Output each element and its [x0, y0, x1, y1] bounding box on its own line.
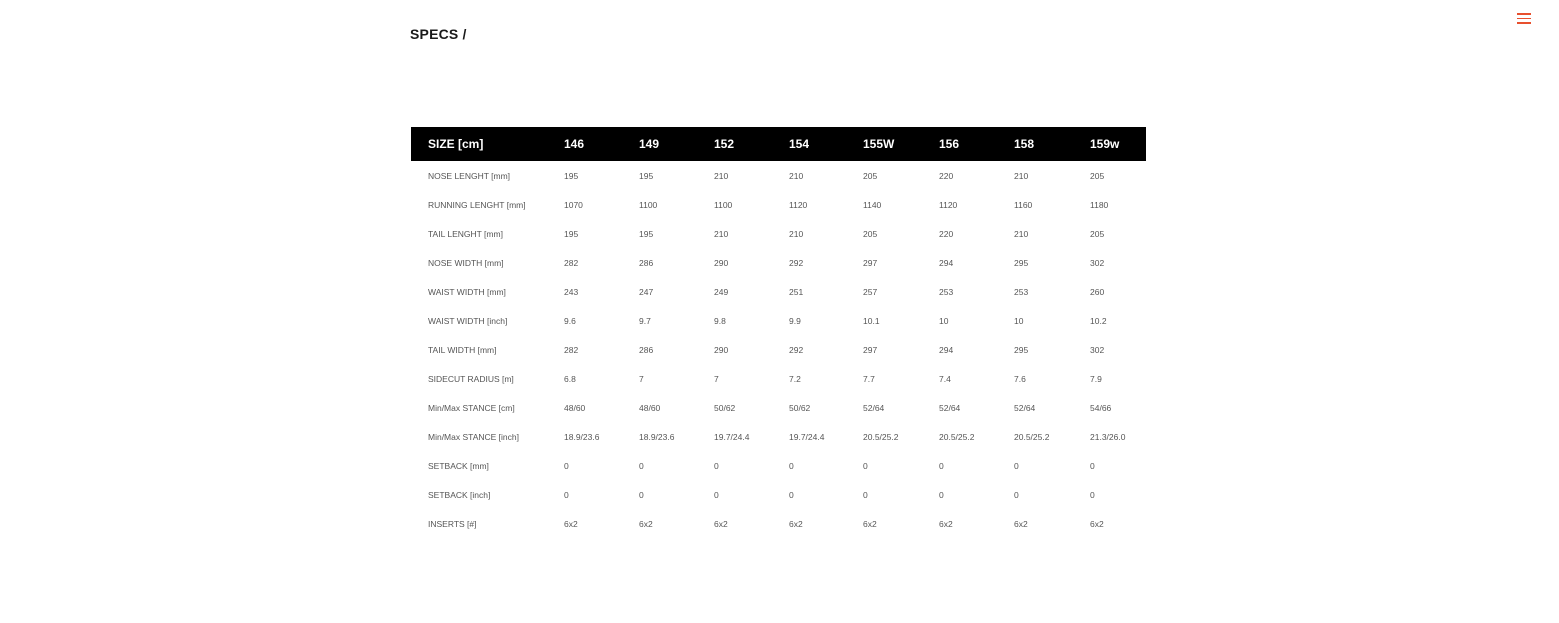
table-row [411, 364, 1146, 393]
table-cell: 220 [939, 228, 954, 239]
table-cell: 7.6 [1014, 373, 1026, 384]
table-cell: 243 [564, 286, 579, 297]
row-label: WAIST WIDTH [inch] [428, 315, 508, 326]
table-cell: 48/60 [564, 402, 586, 413]
table-cell: 0 [939, 460, 944, 471]
table-cell: 210 [1014, 170, 1029, 181]
table-cell: 0 [564, 489, 569, 500]
header-size-column: 152 [714, 137, 735, 151]
menu-icon-bar [1517, 13, 1531, 15]
table-cell: 50/62 [714, 402, 736, 413]
header-size-column: 158 [1014, 137, 1035, 151]
table-cell: 297 [863, 344, 878, 355]
table-cell: 7.7 [863, 373, 875, 384]
row-label: INSERTS [#] [428, 518, 477, 529]
table-cell: 282 [564, 344, 579, 355]
table-cell: 0 [939, 489, 944, 500]
table-cell: 253 [1014, 286, 1029, 297]
table-cell: 1180 [1090, 199, 1109, 210]
table-cell: 205 [863, 228, 878, 239]
table-cell: 6x2 [789, 518, 803, 529]
table-cell: 6x2 [1014, 518, 1028, 529]
table-cell: 0 [789, 460, 794, 471]
table-cell: 1100 [639, 199, 658, 210]
table-cell: 21.3/26.0 [1090, 431, 1126, 442]
table-row [411, 277, 1146, 306]
table-cell: 6x2 [863, 518, 877, 529]
table-cell: 1120 [789, 199, 808, 210]
row-label: RUNNING LENGHT [mm] [428, 199, 526, 210]
row-label: SETBACK [mm] [428, 460, 489, 471]
specs-table [411, 127, 1146, 538]
table-row [411, 509, 1146, 538]
table-cell: 294 [939, 257, 954, 268]
table-cell: 297 [863, 257, 878, 268]
table-cell: 19.7/24.4 [714, 431, 750, 442]
menu-icon-bar [1517, 22, 1531, 24]
table-cell: 220 [939, 170, 954, 181]
row-label: SETBACK [inch] [428, 489, 491, 500]
table-cell: 7 [639, 373, 644, 384]
table-cell: 0 [639, 460, 644, 471]
page-title: SPECS / [410, 26, 467, 42]
table-cell: 249 [714, 286, 729, 297]
table-cell: 210 [789, 228, 804, 239]
table-cell: 210 [789, 170, 804, 181]
table-cell: 290 [714, 257, 729, 268]
row-label: NOSE LENGHT [mm] [428, 170, 511, 181]
header-size-column: 159w [1090, 137, 1120, 151]
table-cell: 7 [714, 373, 719, 384]
table-cell: 0 [1090, 489, 1095, 500]
table-cell: 6x2 [939, 518, 953, 529]
row-label: Min/Max STANCE [cm] [428, 402, 515, 413]
row-label: TAIL WIDTH [mm] [428, 344, 497, 355]
row-label: Min/Max STANCE [inch] [428, 431, 520, 442]
table-cell: 253 [939, 286, 954, 297]
header-size-label: SIZE [cm] [428, 137, 484, 151]
table-cell: 10 [1014, 315, 1024, 326]
table-cell: 205 [1090, 170, 1105, 181]
table-cell: 210 [714, 170, 729, 181]
table-cell: 6x2 [639, 518, 653, 529]
table-row [411, 219, 1146, 248]
table-cell: 290 [714, 344, 729, 355]
table-cell: 1120 [939, 199, 958, 210]
table-cell: 195 [639, 170, 654, 181]
table-cell: 0 [1014, 489, 1019, 500]
table-cell: 195 [564, 228, 579, 239]
table-cell: 10.2 [1090, 315, 1107, 326]
hamburger-menu-button[interactable] [1517, 12, 1532, 25]
table-cell: 0 [1014, 460, 1019, 471]
row-label: NOSE WIDTH [mm] [428, 257, 504, 268]
table-cell: 257 [863, 286, 878, 297]
table-cell: 52/64 [863, 402, 885, 413]
header-size-column: 155W [863, 137, 895, 151]
table-cell: 1140 [863, 199, 882, 210]
table-cell: 210 [1014, 228, 1029, 239]
header-size-column: 149 [639, 137, 660, 151]
table-cell: 302 [1090, 257, 1105, 268]
table-body [411, 161, 1146, 538]
table-row [411, 451, 1146, 480]
table-row [411, 480, 1146, 509]
table-cell: 286 [639, 344, 654, 355]
table-cell: 6x2 [1090, 518, 1104, 529]
table-cell: 292 [789, 257, 804, 268]
table-cell: 295 [1014, 344, 1029, 355]
header-size-column: 156 [939, 137, 960, 151]
table-cell: 205 [1090, 228, 1105, 239]
table-cell: 0 [789, 489, 794, 500]
table-row [411, 306, 1146, 335]
table-cell: 48/60 [639, 402, 661, 413]
table-cell: 9.9 [789, 315, 801, 326]
table-cell: 52/64 [1014, 402, 1036, 413]
table-cell: 302 [1090, 344, 1105, 355]
table-row [411, 393, 1146, 422]
row-label: WAIST WIDTH [mm] [428, 286, 506, 297]
header-size-column: 154 [789, 137, 810, 151]
table-cell: 9.6 [564, 315, 576, 326]
menu-icon-bar [1517, 18, 1531, 20]
table-cell: 20.5/25.2 [1014, 431, 1050, 442]
table-cell: 19.7/24.4 [789, 431, 825, 442]
table-cell: 195 [639, 228, 654, 239]
table-cell: 1070 [564, 199, 583, 210]
table-cell: 18.9/23.6 [564, 431, 600, 442]
table-cell: 294 [939, 344, 954, 355]
row-label: SIDECUT RADIUS [m] [428, 373, 514, 384]
table-cell: 0 [1090, 460, 1095, 471]
table-cell: 6.8 [564, 373, 576, 384]
table-cell: 18.9/23.6 [639, 431, 675, 442]
table-cell: 247 [639, 286, 654, 297]
table-cell: 205 [863, 170, 878, 181]
table-row [411, 248, 1146, 277]
table-cell: 52/64 [939, 402, 961, 413]
table-cell: 286 [639, 257, 654, 268]
table-cell: 9.7 [639, 315, 651, 326]
header-size-column: 146 [564, 137, 585, 151]
table-cell: 295 [1014, 257, 1029, 268]
table-cell: 7.2 [789, 373, 801, 384]
table-cell: 0 [564, 460, 569, 471]
table-row [411, 161, 1146, 190]
table-cell: 1160 [1014, 199, 1033, 210]
table-cell: 0 [639, 489, 644, 500]
table-cell: 0 [714, 460, 719, 471]
table-cell: 0 [714, 489, 719, 500]
table-cell: 0 [863, 460, 868, 471]
table-cell: 6x2 [564, 518, 578, 529]
table-cell: 282 [564, 257, 579, 268]
table-cell: 20.5/25.2 [939, 431, 975, 442]
table-cell: 20.5/25.2 [863, 431, 899, 442]
table-cell: 7.4 [939, 373, 951, 384]
table-cell: 210 [714, 228, 729, 239]
table-cell: 0 [863, 489, 868, 500]
table-cell: 9.8 [714, 315, 726, 326]
table-row [411, 190, 1146, 219]
table-cell: 50/62 [789, 402, 811, 413]
table-row [411, 422, 1146, 451]
table-cell: 6x2 [714, 518, 728, 529]
table-cell: 10.1 [863, 315, 880, 326]
table-cell: 1100 [714, 199, 733, 210]
table-cell: 54/66 [1090, 402, 1112, 413]
table-cell: 251 [789, 286, 804, 297]
table-cell: 260 [1090, 286, 1105, 297]
table-cell: 195 [564, 170, 579, 181]
table-cell: 10 [939, 315, 949, 326]
table-cell: 292 [789, 344, 804, 355]
table-cell: 7.9 [1090, 373, 1102, 384]
row-label: TAIL LENGHT [mm] [428, 228, 503, 239]
table-header-row [411, 127, 1146, 161]
table-row [411, 335, 1146, 364]
